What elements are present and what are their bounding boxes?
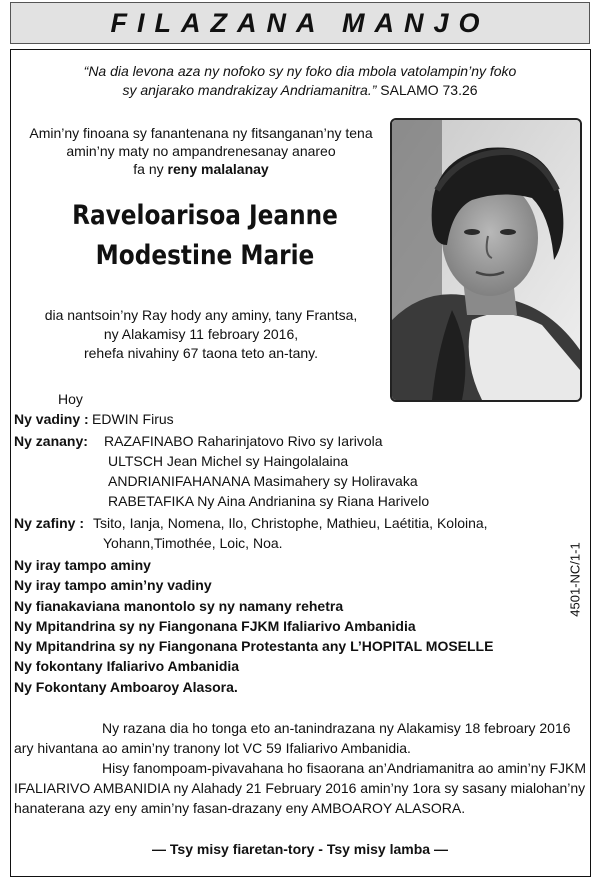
intro-line3-prefix: fa ny [133,161,168,177]
burial-p2-line1: Hisy fanompoam-pivavahana ho fisaorana an’Andriamanitra ao amin’ny FJKM [102,760,587,776]
zafiny-list [93,514,488,554]
deceased-name-line2: Modestine Marie [95,240,315,271]
vadiny-row [14,410,89,428]
zanany-label: Ny zanany: [14,433,88,449]
death-line2: ny Alakamisy 11 febroary 2016, [103,326,299,342]
verse-reference: SALAMO 73.26 [376,82,478,98]
page-title: FILAZANA MANJO [110,7,490,38]
side-reference-code: 4501-NC/1-1 [567,542,583,617]
zanany-list [104,432,429,512]
vadiny-value: EDWIN Firus [92,411,174,427]
zafiny-label: Ny zafiny : [14,515,85,531]
footer-note: — Tsy misy fiaretan-tory - Tsy misy lamba — [152,841,448,857]
mourner-line: Ny iray tampo aminy [14,557,151,573]
burial-p1-line2: ary hivantana ao amin’ny tranony lot VC 59 Ifaliarivo Ambanidia. [14,740,411,756]
intro-line1: Amin’ny finoana sy fanantenana ny fitsanganan’ny tena [29,125,373,141]
intro-text [20,124,382,178]
deceased-name-line1: Raveloarisoa Jeanne [72,200,338,231]
mourner-line: Ny fianakaviana manontolo sy ny namany rehetra [14,597,344,614]
mourner-line: Ny Mpitandrina sy ny Fiangonana FJKM Ifaliarivo Ambanidia [14,617,416,634]
header-banner [10,2,590,44]
zanany-item: ULTSCH Jean Michel sy Haingolalaina [108,453,349,469]
verse-quote-line2: sy anjarako mandrakizay Andriamanitra.” [122,82,377,98]
vadiny-label: Ny vadiny : [14,411,89,427]
mourner-line: Ny Fokontany Amboaroy Alasora. [14,678,238,695]
mourner-line: Ny Mpitandrina sy ny Fiangonana Protestanta any L’HOPITAL MOSELLE [14,638,494,655]
intro-line3 [20,160,382,178]
zanany-item: RAZAFINABO Raharinjatovo Rivo sy Iarivola [104,433,383,449]
burial-details [14,718,586,818]
intro-line3-bold: reny malalanay [167,161,269,177]
portrait-photo [390,118,582,402]
zanany-item: ANDRIANIFAHANANA Masimahery sy Holiravaka [108,473,418,489]
burial-p2-line3: hanaterana azy eny amin’ny fasan-drazany eny AMBOAROY ALASORA. [14,800,466,816]
mourner-line: Ny fokontany Ifaliarivo Ambanidia [14,658,240,675]
death-line3: rehefa nivahiny 67 taona teto an-tany. [83,345,318,361]
death-details [20,306,382,363]
death-line1: dia nantsoin’ny Ray hody any aminy, tany Frantsa, [44,307,358,323]
other-mourners [14,555,493,697]
intro-line2: amin’ny maty no ampandrenesanay anareo [66,143,336,159]
portrait-icon [392,120,580,400]
deceased-name [53,196,357,276]
mourner-line: Ny iray tampo amin’ny vadiny [14,577,212,594]
zafiny-line2: Yohann,Timothée, Loic, Noa. [103,535,283,551]
bible-verse [20,62,580,100]
burial-p2-line2: IFALIARIVO AMBANIDIA ny Alahady 21 February 2016 amin’ny 1ora sy sasany mialohan’ny [14,780,586,796]
verse-quote-line1: “Na dia levona aza ny nofoko sy ny foko dia mbola vatolampin’ny foko [83,63,517,79]
zafiny-line1: Tsito, Ianja, Nomena, Ilo, Christophe, Mathieu, Laétitia, Koloina, [93,515,488,531]
burial-p1-line1: Ny razana dia ho tonga eto an-tanindrazana ny Alakamisy 18 febroary 2016 [102,720,571,736]
zanany-item: RABETAFIKA Ny Aina Andrianina sy Riana Harivelo [108,493,430,509]
hoy-label: Hoy [58,391,83,407]
